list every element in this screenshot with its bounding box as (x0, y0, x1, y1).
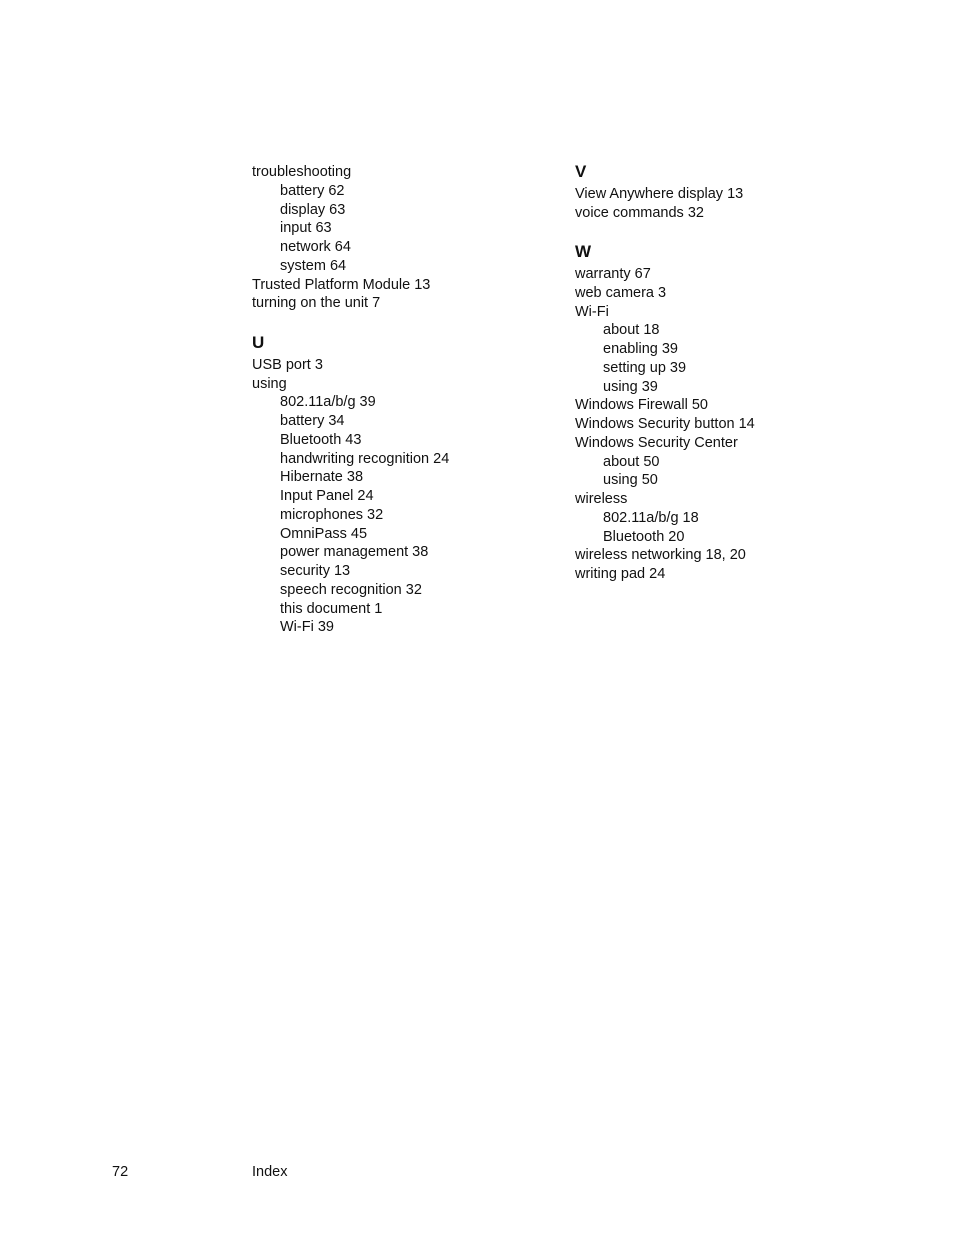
index-entry: wireless (575, 491, 628, 507)
index-entry: warranty 67 (575, 266, 651, 282)
index-entry: Windows Security Center (575, 434, 738, 451)
index-letter-w: W (575, 242, 592, 262)
index-subentry: about 50 (603, 453, 660, 470)
index-subentry: using 50 (603, 472, 658, 489)
index-subentry: network 64 (280, 239, 351, 255)
index-subentry: input 63 (280, 220, 332, 237)
footer-section-title: Index (252, 1164, 288, 1180)
index-subentry: this document 1 (280, 600, 383, 617)
index-subentry: about 18 (603, 322, 660, 339)
section-gap (252, 313, 552, 334)
index-letter-u: U (252, 333, 265, 352)
index-subentry: using 39 (603, 378, 658, 395)
index-entry: Windows Security button 14 (575, 416, 755, 432)
index-subentry: battery 62 (280, 182, 345, 199)
index-subentry: enabling 39 (603, 341, 678, 357)
index-entry: writing pad 24 (575, 566, 666, 582)
index-subentry: 802.11a/b/g 18 (603, 509, 699, 526)
index-subentry: speech recognition 32 (280, 581, 422, 598)
index-subentry: Input Panel 24 (280, 488, 374, 504)
index-entry: voice commands 32 (575, 204, 704, 221)
index-subentry: Hibernate 38 (280, 469, 364, 486)
index-subentry: Bluetooth 43 (280, 431, 362, 448)
index-group-t (252, 163, 552, 313)
index-subentry: OmniPass 45 (280, 525, 368, 542)
index-entry: troubleshooting (252, 164, 352, 180)
index-subentry: system 64 (280, 257, 347, 274)
page-number: 72 (112, 1164, 129, 1180)
index-group-w (575, 265, 875, 584)
index-entry: Trusted Platform Module 13 (252, 276, 431, 293)
index-subentry: battery 34 (280, 413, 345, 429)
section-gap (575, 222, 875, 243)
index-subentry: handwriting recognition 24 (280, 450, 450, 467)
index-entry: Wi-Fi (575, 303, 609, 320)
index-group-v (575, 185, 875, 223)
index-subentry: microphones 32 (280, 506, 384, 523)
index-subentry: 802.11a/b/g 39 (280, 394, 376, 411)
index-subentry: display 63 (280, 201, 346, 218)
index-entry: web camera 3 (575, 284, 667, 301)
index-subentry: setting up 39 (603, 359, 687, 376)
index-subentry: security 13 (280, 563, 351, 579)
index-entry: wireless networking 18, 20 (575, 547, 746, 564)
index-column-right (575, 163, 875, 584)
index-subentry: power management 38 (280, 544, 429, 561)
index-subentry: Wi-Fi 39 (280, 619, 334, 636)
index-entry: Windows Firewall 50 (575, 397, 708, 414)
index-entry: USB port 3 (252, 356, 323, 373)
index-entry: turning on the unit 7 (252, 295, 381, 312)
index-group-u (252, 356, 552, 637)
index-column-left (252, 163, 552, 637)
index-entry: using (252, 375, 287, 392)
index-letter-v: V (575, 162, 587, 181)
index-subentry: Bluetooth 20 (603, 528, 685, 545)
index-entry: View Anywhere display 13 (575, 185, 744, 202)
